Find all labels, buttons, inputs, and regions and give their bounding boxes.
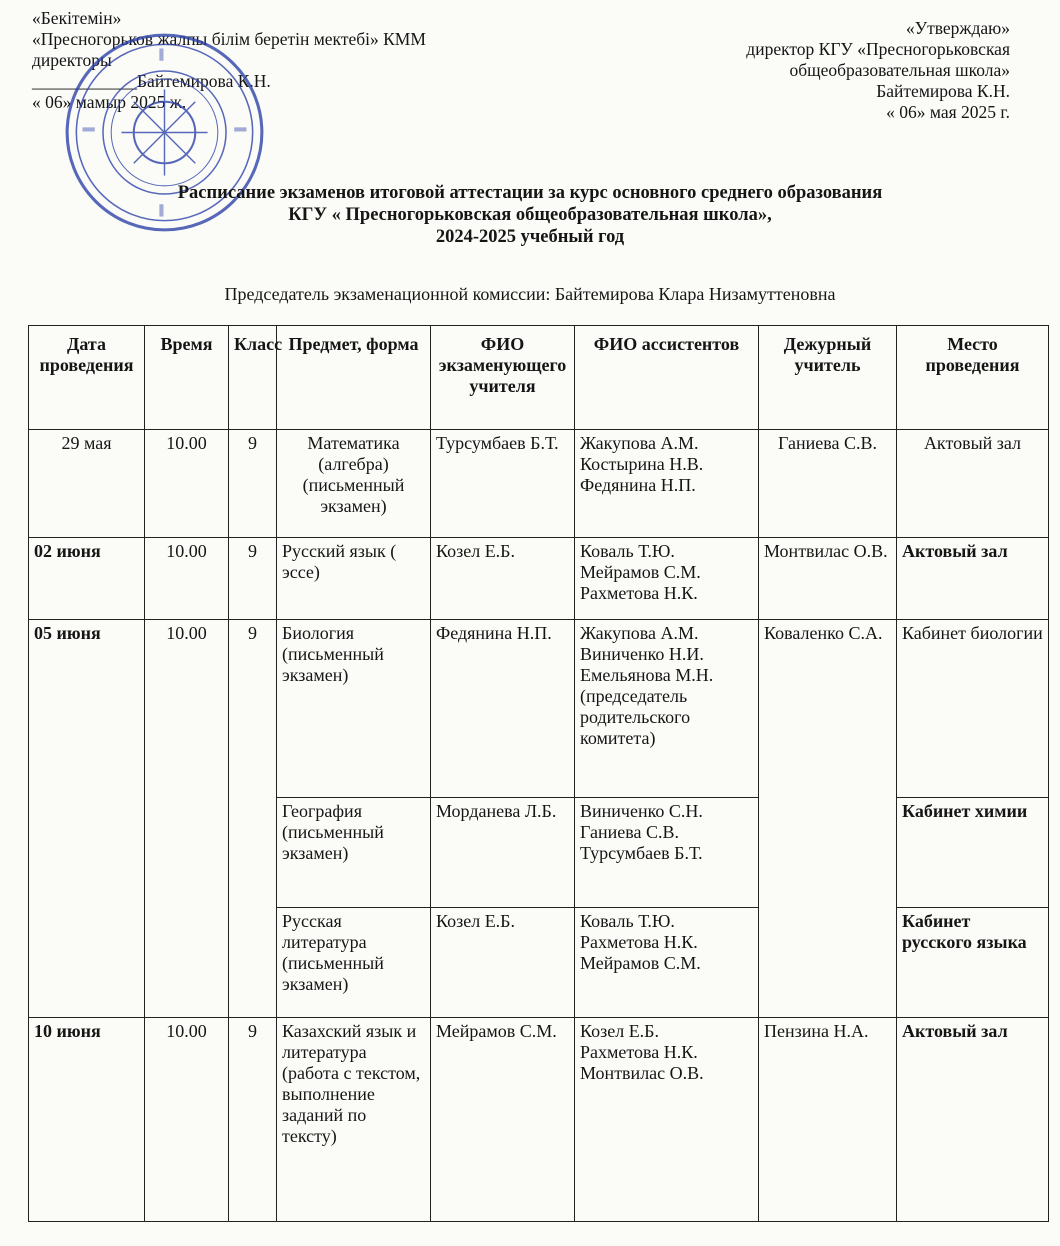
exam-schedule-table	[28, 325, 1049, 1222]
date-ru: « 06» мая 2025 г.	[886, 102, 1010, 122]
cell-examiner: Турсумбаев Б.Т.	[431, 430, 575, 538]
cell-examiner: Морданева Л.Б.	[431, 798, 575, 908]
cell-examiner: Козел Е.Б.	[431, 538, 575, 620]
assistant-name: Виниченко С.Н.	[580, 801, 703, 821]
cell-grade: 9	[229, 430, 277, 538]
cell-assistants	[575, 1018, 759, 1222]
date-kz: « 06» мамыр 2025 ж.	[32, 92, 187, 112]
cell-place: Кабинет биологии	[897, 620, 1049, 798]
table-row	[29, 1018, 1049, 1222]
header-date: Дата проведения	[29, 326, 145, 430]
cell-date: 05 июня	[29, 620, 145, 1018]
cell-time: 10.00	[145, 430, 229, 538]
assistant-name: Жакупова А.М.	[580, 433, 699, 453]
approve-label-kz: «Бекітемін»	[32, 8, 122, 28]
cell-grade: 9	[229, 620, 277, 1018]
cell-grade: 9	[229, 1018, 277, 1222]
cell-subject: Математика (алгебра) (письменный экзамен)	[277, 430, 431, 538]
school-name-kz: «Пресногорьков жалпы білім беретін мектебі» КММ	[32, 29, 426, 49]
cell-assistants	[575, 538, 759, 620]
cell-assistants	[575, 620, 759, 798]
cell-date: 10 июня	[29, 1018, 145, 1222]
cell-time: 10.00	[145, 1018, 229, 1222]
assistant-name: Рахметова Н.К.	[580, 583, 698, 603]
cell-time: 10.00	[145, 538, 229, 620]
cell-assistants	[575, 908, 759, 1018]
cell-examiner: Козел Е.Б.	[431, 908, 575, 1018]
cell-subject: География (письменный экзамен)	[277, 798, 431, 908]
header-examiner: ФИО экзаменующего учителя	[431, 326, 575, 430]
assistant-name: Козел Е.Б.	[580, 1021, 660, 1041]
cell-subject: Казахский язык и литература (работа с текстом, выполнение заданий по тексту)	[277, 1018, 431, 1222]
title-line-3: 2024-2025 учебный год	[435, 227, 625, 247]
table-row	[29, 430, 1049, 538]
signature-line-kz: ____________Байтемирова К.Н.	[32, 71, 271, 91]
cell-duty: Монтвилас О.В.	[759, 538, 897, 620]
assistant-name: Емельянова М.Н. (председатель родительского комитета)	[580, 665, 714, 748]
cell-place: Кабинет химии	[897, 798, 1049, 908]
commission-chairman: Председатель экзаменационной комиссии: Байтемирова Клара Низамуттеновна	[224, 284, 836, 304]
title-line-2: КГУ « Пресногорьковская общеобразовательная школа»,	[288, 205, 772, 225]
cell-place: Кабинет русского языка	[897, 908, 1049, 1018]
assistant-name: Жакупова А.М.	[580, 623, 699, 643]
director-line2: общеобразовательная школа»	[789, 60, 1010, 80]
document-title	[0, 182, 1060, 248]
assistant-name: Турсумбаев Б.Т.	[580, 843, 703, 863]
cell-duty: Пензина Н.А.	[759, 1018, 897, 1222]
assistant-name: Монтвилас О.В.	[580, 1063, 704, 1083]
cell-place: Актовый зал	[897, 538, 1049, 620]
assistant-name: Ганиева С.В.	[580, 822, 679, 842]
assistant-name: Костырина Н.В.	[580, 454, 704, 474]
director-line1: директор КГУ «Пресногорьковская	[746, 39, 1010, 59]
header-duty: Дежурный учитель	[759, 326, 897, 430]
assistant-name: Федянина Н.П.	[580, 475, 696, 495]
cell-grade: 9	[229, 538, 277, 620]
director-name: Байтемирова К.Н.	[876, 81, 1010, 101]
cell-examiner: Федянина Н.П.	[431, 620, 575, 798]
cell-place: Актовый зал	[897, 1018, 1049, 1222]
approval-block-ru	[590, 18, 1010, 123]
assistant-name: Коваль Т.Ю.	[580, 911, 675, 931]
cell-subject: Русский язык ( эссе)	[277, 538, 431, 620]
assistant-name: Виниченко Н.И.	[580, 644, 704, 664]
cell-examiner: Мейрамов С.М.	[431, 1018, 575, 1222]
cell-subject: Биология (письменный экзамен)	[277, 620, 431, 798]
table-header-row	[29, 326, 1049, 430]
assistant-name: Мейрамов С.М.	[580, 562, 701, 582]
title-line-1: Расписание экзаменов итоговой аттестации за курс основного среднего образования	[177, 183, 883, 203]
assistant-name: Коваль Т.Ю.	[580, 541, 675, 561]
cell-assistants	[575, 798, 759, 908]
header-place: Место проведения	[897, 326, 1049, 430]
cell-date: 29 мая	[29, 430, 145, 538]
assistant-name: Рахметова Н.К.	[580, 1042, 698, 1062]
role-kz: директоры	[32, 50, 112, 70]
header-assistants: ФИО ассистентов	[575, 326, 759, 430]
cell-duty: Ганиева С.В.	[759, 430, 897, 538]
header-time: Время	[145, 326, 229, 430]
table-row	[29, 538, 1049, 620]
approve-label-ru: «Утверждаю»	[905, 18, 1010, 38]
cell-assistants	[575, 430, 759, 538]
cell-date: 02 июня	[29, 538, 145, 620]
cell-time: 10.00	[145, 620, 229, 1018]
cell-place: Актовый зал	[897, 430, 1049, 538]
table-row	[29, 620, 1049, 798]
assistant-name: Мейрамов С.М.	[580, 953, 701, 973]
cell-duty: Коваленко С.А.	[759, 620, 897, 1018]
header-grade: Класс	[229, 326, 277, 430]
header-subject: Предмет, форма	[277, 326, 431, 430]
assistant-name: Рахметова Н.К.	[580, 932, 698, 952]
cell-subject: Русская литература (письменный экзамен)	[277, 908, 431, 1018]
